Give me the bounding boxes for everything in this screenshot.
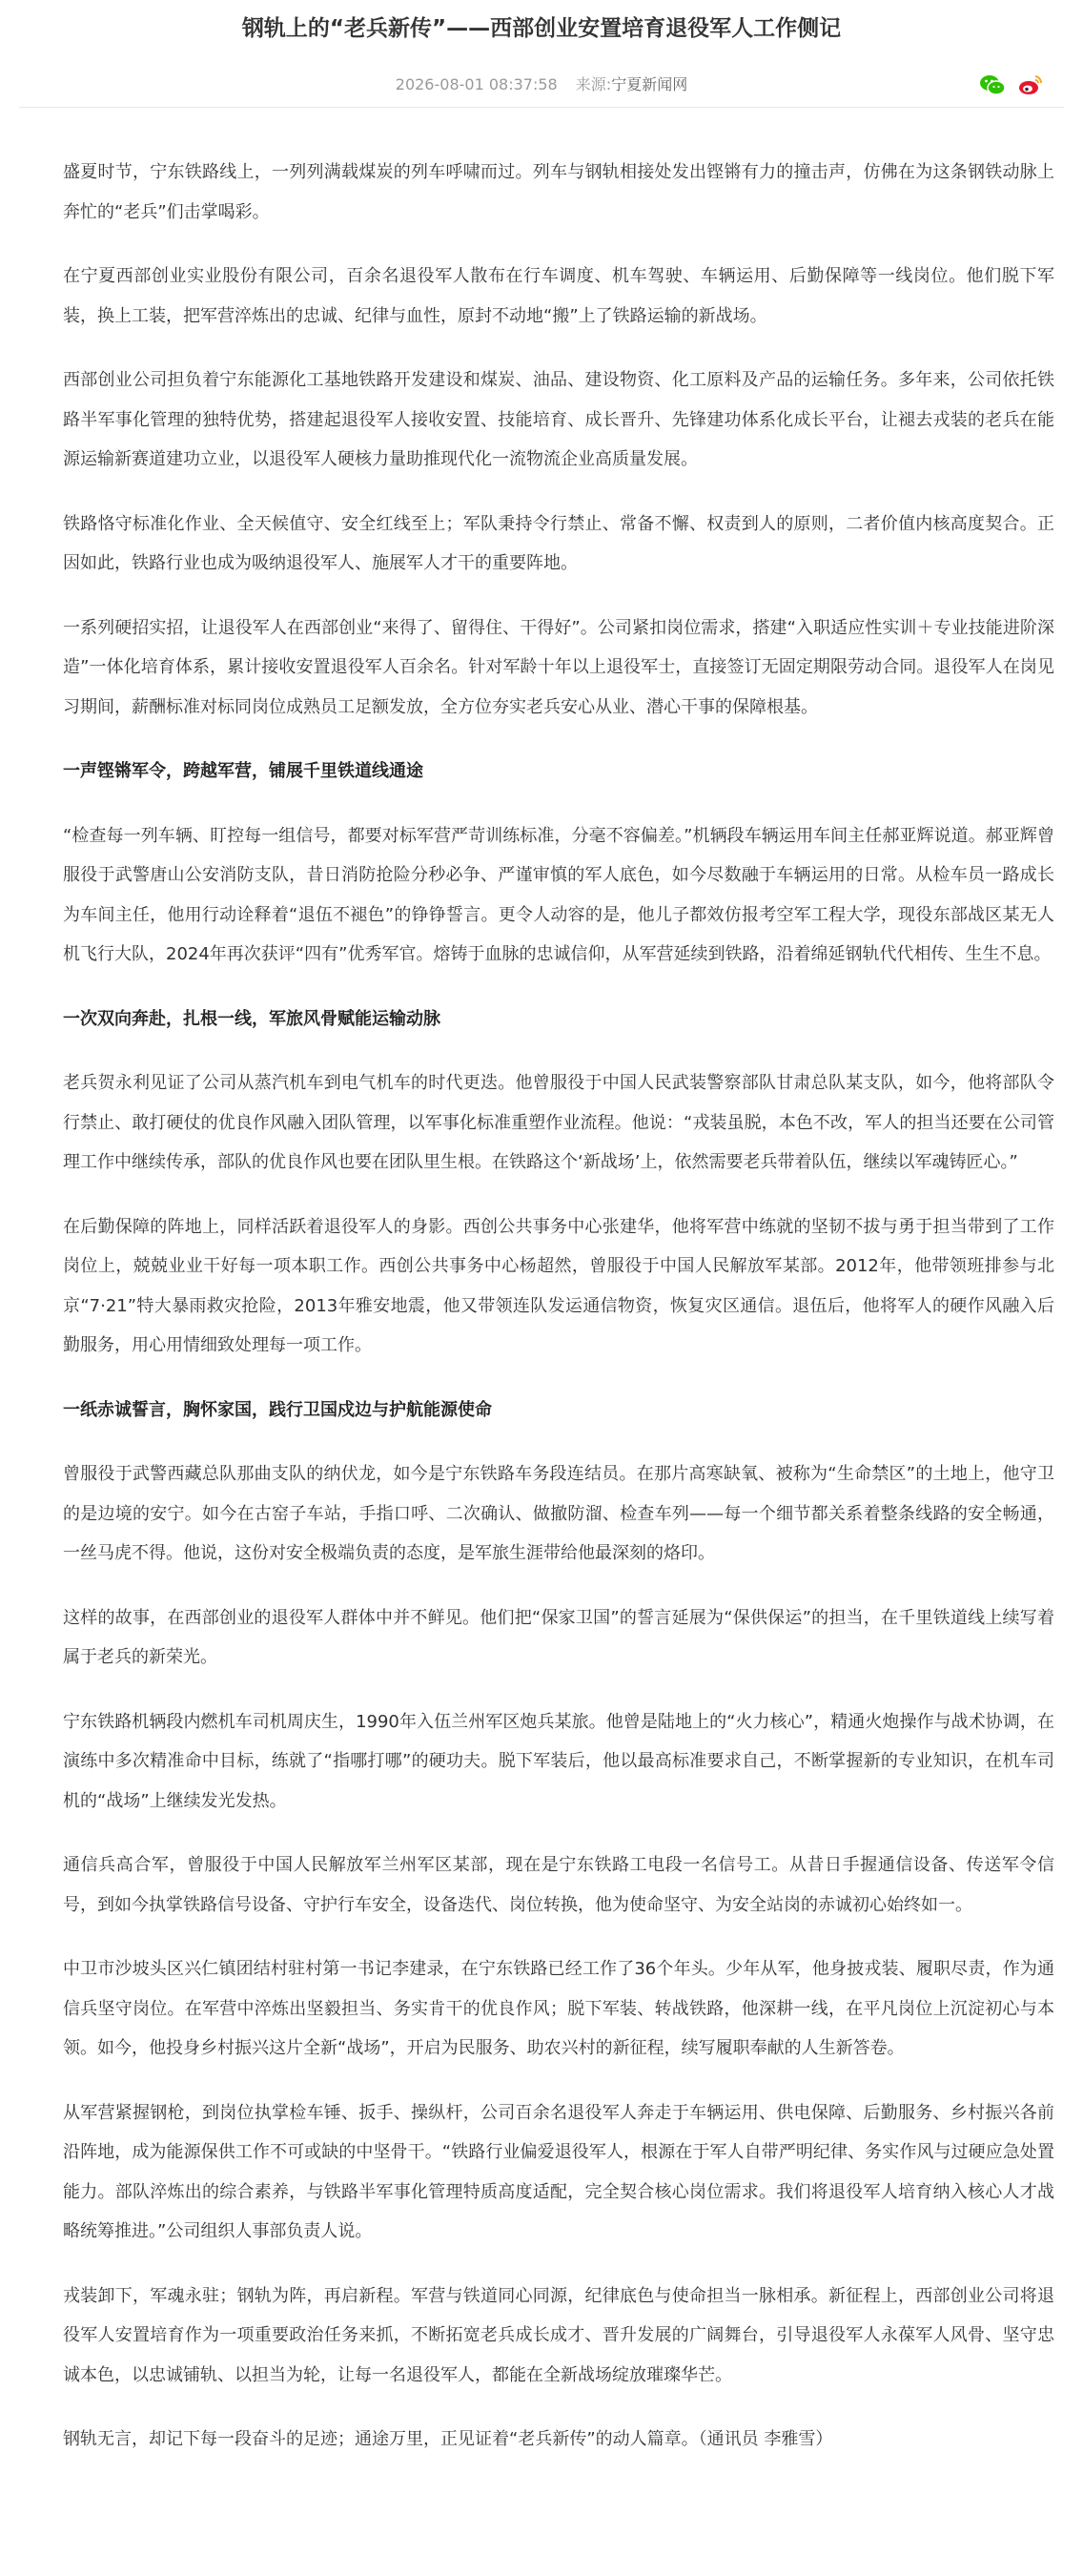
paragraph: 老兵贺永利见证了公司从蒸汽机车到电气机车的时代更迭。他曾服役于中国人民武装警察部队甘肃总队某支队，如今，他将部队令行禁止、敢打硬仗的优良作风融入团队管理，以军事化标准重塑作业流程。他说：“戎装虽脱，本色不改，军人的担当还要在公司管理工作中继续传承，部队的优良作风也要在团队里生根。在铁路这个‘新战场’上，依然需要老兵带着队伍，继续以军魂铸匠心。” <box>63 1073 1054 1172</box>
section-heading: 一纸赤诚誓言，胸怀家国，践行卫国戍边与护航能源使命 <box>63 1399 492 1420</box>
header-divider <box>19 107 1064 108</box>
paragraph: 中卫市沙坡头区兴仁镇团结村驻村第一书记李建录，在宁东铁路已经工作了36个年头。少年从军，他身披戎装、履职尽责，作为通信兵坚守岗位。在军营中淬炼出坚毅担当、务实肯干的优良作风；脱下军装、转战铁路，他深耕一线，在平凡岗位上沉淀初心与本领。如今，他投身乡村振兴这片全新“战场”，开启为民服务、助农兴村的新征程，续写履职奉献的人生新答卷。 <box>63 1959 1054 2058</box>
source-name: 宁夏新闻网 <box>611 75 688 93</box>
section-heading: 一声铿锵军令，跨越军营，铺展千里铁道线通途 <box>63 761 423 781</box>
paragraph: 在后勤保障的阵地上，同样活跃着退役军人的身影。西创公共事务中心张建华，他将军营中练就的坚韧不拔与勇于担当带到了工作岗位上，兢兢业业干好每一项本职工作。西创公共事务中心杨超然，曾服役于中国人民解放军某部。2012年，他带领班排参与北京“7·21”特大暴雨救灾抢险，2013年雅安地震，他又带领连队发运通信物资，恢复灾区通信。退伍后，他将军人的硬作风融入后勤服务，用心用情细致处理每一项工作。 <box>63 1216 1054 1355</box>
paragraph: 宁东铁路机辆段内燃机车司机周庆生，1990年入伍兰州军区炮兵某旅。他曾是陆地上的“火力核心”，精通火炮操作与战术协调，在演练中多次精准命中目标，练就了“指哪打哪”的硬功夫。脱下军装后，他以最高标准要求自己，不断掌握新的专业知识，在机车司机的“战场”上继续发光发热。 <box>63 1711 1054 1811</box>
paragraph: 一系列硬招实招，让退役军人在西部创业“来得了、留得住、干得好”。公司紧扣岗位需求，搭建“入职适应性实训＋专业技能进阶深造”一体化培育体系，累计接收安置退役军人百余名。针对军龄十年以上退役军士，直接签订无固定期限劳动合同。退役军人在岗见习期间，薪酬标准对标同岗位成熟员工足额发放，全方位夯实老兵安心从业、潜心干事的保障根基。 <box>63 617 1054 717</box>
paragraph: 从军营紧握钢枪，到岗位执掌检车锤、扳手、操纵杆，公司百余名退役军人奔走于车辆运用、供电保障、后勤服务、乡村振兴各前沿阵地，成为能源保供工作不可或缺的中坚骨干。“铁路行业偏爱退役军人，根源在于军人自带严明纪律、务实作风与过硬应急处置能力。部队淬炼出的综合素养，与铁路半军事化管理特质高度适配，完全契合核心岗位需求。我们将退役军人培育纳入核心人才战略统筹推进。”公司组织人事部负责人说。 <box>63 2102 1054 2241</box>
paragraph: 盛夏时节，宁东铁路线上，一列列满载煤炭的列车呼啸而过。列车与钢轨相接处发出铿锵有力的撞击声，仿佛在为这条钢铁动脉上奔忙的“老兵”们击掌喝彩。 <box>63 162 1054 222</box>
share-bar <box>978 71 1045 99</box>
paragraph: 曾服役于武警西藏总队那曲支队的纳伏龙，如今是宁东铁路车务段连结员。在那片高寒缺氧、被称为“生命禁区”的土地上，他守卫的是边境的安宁。如今在古窑子车站，手指口呼、二次确认、做撤防溜、检查车列——每一个细节都关系着整条线路的安全畅通，一丝马虎不得。他说，这份对安全极端负责的态度，是军旅生涯带给他最深刻的烙印。 <box>63 1464 1054 1563</box>
article-title: 钢轨上的“老兵新传”——西部创业安置培育退役军人工作侧记 <box>241 16 842 41</box>
article-meta <box>0 74 1083 95</box>
source-label: 来源: <box>575 75 612 93</box>
weibo-share-button[interactable] <box>1016 71 1045 99</box>
paragraph: 通信兵高合军，曾服役于中国人民解放军兰州军区某部，现在是宁东铁路工电段一名信号工。从昔日手握通信设备、传送军令信号，到如今执掌铁路信号设备、守护行车安全，设备迭代、岗位转换，他为使命坚守、为安全站岗的赤诚初心始终如一。 <box>63 1855 1054 1915</box>
paragraph: 钢轨无言，却记下每一段奋斗的足迹；通途万里，正见证着“老兵新传”的动人篇章。（通讯员 李雅雪） <box>63 2429 833 2449</box>
paragraph: 在宁夏西部创业实业股份有限公司，百余名退役军人散布在行车调度、机车驾驶、车辆运用、后勤保障等一线岗位。他们脱下军装，换上工装，把军营淬炼出的忠诚、纪律与血性，原封不动地“搬”上了铁路运输的新战场。 <box>63 266 1054 326</box>
weibo-icon <box>1017 73 1044 96</box>
publish-date: 2026-08-01 08:37:58 <box>395 75 558 93</box>
section-heading: 一次双向奔赴，扎根一线，军旅风骨赋能运输动脉 <box>63 1008 440 1029</box>
wechat-icon <box>979 73 1006 96</box>
article-body <box>63 153 1054 2484</box>
paragraph: 西部创业公司担负着宁东能源化工基地铁路开发建设和煤炭、油品、建设物资、化工原料及产品的运输任务。多年来，公司依托铁路半军事化管理的独特优势，搭建起退役军人接收安置、技能培育、成长晋升、先锋建功体系化成长平台，让褪去戎装的老兵在能源运输新赛道建功立业，以退役军人硬核力量助推现代化一流物流企业高质量发展。 <box>63 370 1054 469</box>
paragraph: 这样的故事，在西部创业的退役军人群体中并不鲜见。他们把“保家卫国”的誓言延展为“保供保运”的担当，在千里铁道线上续写着属于老兵的新荣光。 <box>63 1607 1054 1667</box>
wechat-share-button[interactable] <box>978 71 1007 99</box>
paragraph: 铁路恪守标准化作业、全天候值守、安全红线至上；军队秉持令行禁止、常备不懈、权责到人的原则，二者价值内核高度契合。正因如此，铁路行业也成为吸纳退役军人、施展军人才干的重要阵地。 <box>63 513 1054 573</box>
paragraph: “检查每一列车辆、盯控每一组信号，都要对标军营严苛训练标准，分毫不容偏差。”机辆段车辆运用车间主任郝亚辉说道。郝亚辉曾服役于武警唐山公安消防支队，昔日消防抢险分秒必争、严谨审慎的军人底色，如今尽数融于车辆运用的日常。从检车员一路成长为车间主任，他用行动诠释着“退伍不褪色”的铮铮誓言。更令人动容的是，他儿子都效仿报考空军工程大学，现役东部战区某无人机飞行大队，2024年再次获评“四有”优秀军官。熔铸于血脉的忠诚信仰，从军营延续到铁路，沿着绵延钢轨代代相传、生生不息。 <box>63 825 1054 964</box>
paragraph: 戎装卸下，军魂永驻；钢轨为阵，再启新程。军营与铁道同心同源，纪律底色与使命担当一脉相承。新征程上，西部创业公司将退役军人安置培育作为一项重要政治任务来抓，不断拓宽老兵成长成才、晋升发展的广阔舞台，引导退役军人永葆军人风骨、坚守忠诚本色，以忠诚铺轨、以担当为轮，让每一名退役军人，都能在全新战场绽放璀璨华芒。 <box>63 2285 1054 2385</box>
